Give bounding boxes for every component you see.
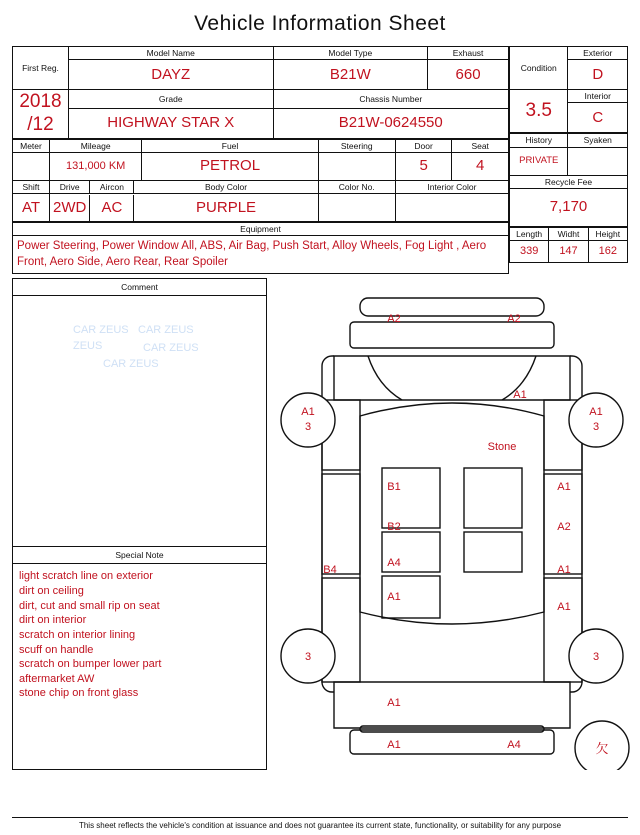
header-seat: Seat bbox=[452, 139, 509, 152]
header-width: Widht bbox=[549, 227, 588, 240]
list-item: scuff on handle bbox=[19, 643, 94, 656]
value-syaken bbox=[568, 147, 628, 175]
table-row-history-headers bbox=[510, 134, 628, 147]
value-meter bbox=[13, 152, 50, 180]
damage-mark: B1 bbox=[387, 481, 401, 494]
page-title: Vehicle Information Sheet bbox=[194, 12, 446, 35]
list-item: stone chip on front glass bbox=[19, 687, 139, 700]
damage-mark: 3 bbox=[592, 421, 600, 434]
list-item: aftermarket AW bbox=[19, 672, 95, 685]
value-shift: AT bbox=[13, 194, 50, 222]
watermark-text: CAR ZEUS bbox=[143, 342, 199, 355]
list-item: scratch on bumper lower part bbox=[19, 658, 162, 671]
damage-mark: A2 bbox=[387, 313, 401, 326]
list-item: dirt on ceiling bbox=[19, 585, 84, 597]
header-drive: Drive bbox=[50, 181, 90, 193]
value-mileage: 131,000 KM bbox=[49, 152, 141, 180]
car-outline-svg bbox=[272, 278, 632, 770]
list-item: dirt, cut and small rip on seat bbox=[19, 599, 160, 612]
header-aircon: Aircon bbox=[90, 181, 134, 193]
header-fuel: Fuel bbox=[142, 139, 318, 152]
damage-mark: A1 bbox=[513, 389, 527, 402]
header-body-color: Body Color bbox=[205, 181, 248, 192]
header-history: History bbox=[510, 134, 568, 147]
table-row-interior-header bbox=[510, 90, 628, 103]
equipment-table bbox=[12, 222, 509, 274]
watermark-text: ZEUS bbox=[73, 340, 103, 353]
damage-mark: B2 bbox=[387, 521, 401, 534]
header-shift: Shift bbox=[13, 180, 50, 193]
vehicle-main-table bbox=[12, 46, 509, 139]
value-chassis-number: B21W-0624550 bbox=[273, 108, 508, 138]
value-history: PRIVATE bbox=[510, 147, 568, 175]
table-row-values-2 bbox=[13, 108, 509, 138]
footer-disclaimer: This sheet reflects the vehicle's condition at issuance and does not guarantee its current state, functionality, or suitability for any purpose bbox=[12, 817, 628, 830]
value-aircon: AC bbox=[90, 195, 134, 221]
header-condition: Condition bbox=[510, 47, 568, 90]
damage-mark: A4 bbox=[507, 739, 521, 752]
value-interior: C bbox=[568, 103, 628, 133]
damage-mark: Stone bbox=[487, 441, 517, 454]
damage-mark: 3 bbox=[592, 651, 600, 664]
header-first-reg: First Reg. bbox=[13, 47, 69, 90]
list-item: dirt on interior bbox=[19, 614, 87, 627]
value-grade: HIGHWAY STAR X bbox=[68, 108, 273, 138]
damage-mark: 3 bbox=[304, 651, 312, 664]
damage-mark: B4 bbox=[323, 564, 337, 577]
damage-mark: 欠 bbox=[595, 741, 609, 757]
value-first-reg bbox=[13, 90, 69, 139]
table-row-headers-4 bbox=[13, 180, 509, 193]
table-row-equipment-header bbox=[13, 223, 509, 236]
list-item: light scratch line on exterior bbox=[19, 570, 153, 583]
header-door: Door bbox=[395, 139, 452, 152]
value-interior-color bbox=[395, 194, 508, 222]
header-drive-aircon-bodycolor bbox=[49, 180, 318, 193]
value-height: 162 bbox=[588, 240, 627, 262]
header-meter: Meter bbox=[13, 139, 50, 152]
header-grade: Grade bbox=[68, 90, 273, 109]
table-row-recycle-value bbox=[510, 188, 628, 226]
watermark-text: CAR ZEUS bbox=[73, 324, 129, 337]
damage-marks bbox=[301, 313, 608, 756]
header-height: Height bbox=[588, 227, 627, 240]
value-steering bbox=[318, 152, 395, 180]
header-mileage: Mileage bbox=[49, 139, 141, 152]
table-row-dimension-values bbox=[510, 240, 628, 262]
header-color-no: Color No. bbox=[318, 180, 395, 193]
history-table bbox=[509, 133, 628, 226]
damage-mark: A1 bbox=[387, 697, 401, 710]
damage-mark: A4 bbox=[387, 557, 401, 570]
comment-and-diagram-block bbox=[12, 278, 628, 770]
value-body-color: PURPLE bbox=[196, 198, 257, 216]
value-condition: 3.5 bbox=[510, 90, 568, 133]
dimensions-table bbox=[509, 227, 628, 263]
comment-area bbox=[13, 296, 266, 546]
table-row-history-values bbox=[510, 147, 628, 175]
header-equipment: Equipment bbox=[13, 223, 509, 236]
header-comment: Comment bbox=[13, 279, 266, 296]
value-recycle-fee: 7,170 bbox=[510, 188, 628, 226]
header-exhaust: Exhaust bbox=[428, 47, 509, 60]
value-model-name: DAYZ bbox=[68, 60, 273, 90]
table-row-recycle-header bbox=[510, 175, 628, 188]
header-syaken: Syaken bbox=[568, 134, 628, 147]
damage-mark: A1 bbox=[557, 481, 571, 494]
list-item: scratch on interior lining bbox=[19, 628, 136, 641]
value-model-type: B21W bbox=[273, 60, 428, 90]
value-door: 5 bbox=[395, 152, 452, 180]
damage-mark: 3 bbox=[304, 421, 312, 434]
header-recycle-fee: Recycle Fee bbox=[510, 175, 628, 188]
damage-mark: A1 bbox=[301, 406, 315, 419]
table-row-headers-3 bbox=[13, 139, 509, 152]
value-drive: 2WD bbox=[50, 195, 90, 221]
value-exhaust: 660 bbox=[428, 60, 509, 90]
watermark-text: CAR ZEUS bbox=[138, 324, 194, 337]
header-steering: Steering bbox=[318, 139, 395, 152]
table-row-values-1 bbox=[13, 60, 509, 90]
table-row-equipment-value bbox=[13, 236, 509, 274]
value-fuel: PETROL bbox=[142, 152, 318, 180]
damage-mark: A1 bbox=[557, 601, 571, 614]
header-interior: Interior bbox=[568, 90, 628, 103]
vehicle-damage-diagram bbox=[272, 278, 632, 770]
table-row-condition-headers bbox=[510, 47, 628, 60]
special-note-list bbox=[13, 564, 266, 706]
value-exterior: D bbox=[568, 60, 628, 90]
damage-mark: A1 bbox=[387, 591, 401, 604]
header-special-note: Special Note bbox=[13, 546, 266, 564]
damage-mark: A2 bbox=[507, 313, 521, 326]
header-interior-color: Interior Color bbox=[395, 180, 508, 193]
vehicle-spec-table bbox=[12, 139, 509, 222]
value-first-reg-month: /12 bbox=[27, 113, 54, 135]
value-seat: 4 bbox=[452, 152, 509, 180]
damage-mark: A1 bbox=[387, 739, 401, 752]
header-exterior: Exterior bbox=[568, 47, 628, 60]
value-width: 147 bbox=[549, 240, 588, 262]
value-color-no bbox=[318, 194, 395, 222]
comment-panel bbox=[12, 278, 267, 770]
value-equipment: Power Steering, Power Window All, ABS, Air Bag, Push Start, Alloy Wheels, Fog Light , Aero Front, Aero Side, Aero Rear, Rear Spoiler bbox=[13, 236, 509, 274]
value-length: 339 bbox=[510, 240, 549, 262]
vehicle-info-right bbox=[509, 46, 628, 274]
header-model-type: Model Type bbox=[273, 47, 428, 60]
vehicle-info-left bbox=[12, 46, 509, 274]
table-row-values-4 bbox=[13, 194, 509, 222]
header-length: Length bbox=[510, 227, 549, 240]
header-chassis-number: Chassis Number bbox=[273, 90, 508, 109]
condition-table bbox=[509, 46, 628, 133]
header-model-name: Model Name bbox=[68, 47, 273, 60]
damage-mark: A2 bbox=[557, 521, 571, 534]
watermark-text: CAR ZEUS bbox=[103, 358, 159, 371]
value-drive-aircon-bodycolor bbox=[49, 194, 318, 222]
table-row-headers-1 bbox=[13, 47, 509, 60]
table-row-dimension-headers bbox=[510, 227, 628, 240]
value-first-reg-year: 2018 bbox=[19, 91, 62, 113]
damage-mark: A1 bbox=[557, 564, 571, 577]
damage-mark: A1 bbox=[589, 406, 603, 419]
table-row-values-3 bbox=[13, 152, 509, 180]
vehicle-info-block bbox=[12, 46, 628, 274]
table-row-headers-2 bbox=[13, 90, 509, 109]
